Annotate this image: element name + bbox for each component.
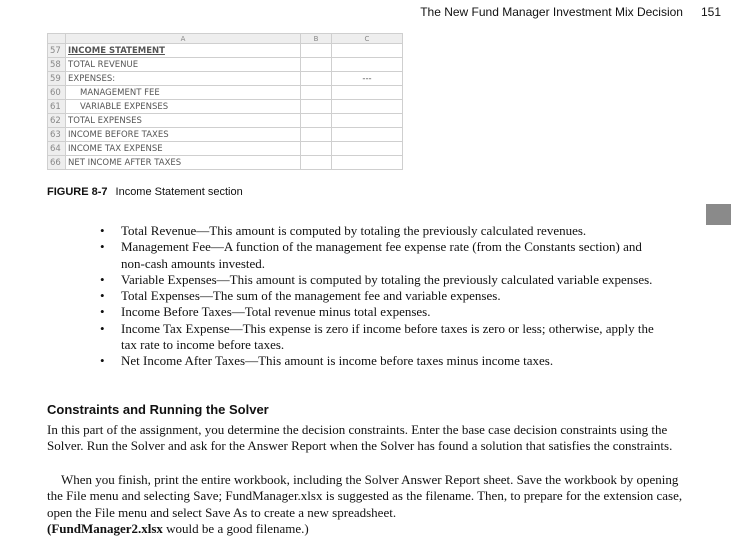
bullet-item: • Income Before Taxes—Total revenue minus total expenses. bbox=[100, 304, 660, 320]
page-number: 151 bbox=[700, 5, 721, 19]
sheet-row bbox=[48, 114, 403, 128]
sheet-row bbox=[48, 142, 403, 156]
bullet-item: • Management Fee—A function of the management fee expense rate (from the Constants section) and non-cash amounts invested. bbox=[100, 239, 660, 272]
cell-a-text: INCOME TAX EXPENSE bbox=[68, 143, 163, 154]
row-number: 59 bbox=[48, 72, 66, 86]
cell-b bbox=[301, 44, 332, 58]
cell-a bbox=[66, 86, 301, 100]
cell-a bbox=[66, 114, 301, 128]
row-number: 58 bbox=[48, 58, 66, 72]
row-number: 66 bbox=[48, 156, 66, 170]
cell-a bbox=[66, 72, 301, 86]
cell-a bbox=[66, 44, 301, 58]
bullet-item: • Total Revenue—This amount is computed by totaling the previously calculated revenues. bbox=[100, 223, 660, 239]
cell-a bbox=[66, 100, 301, 114]
income-statement-spreadsheet bbox=[47, 33, 403, 170]
cell-a-text: INCOME STATEMENT bbox=[68, 45, 165, 56]
sheet-row bbox=[48, 156, 403, 170]
cell-a bbox=[66, 142, 301, 156]
cell-b bbox=[301, 86, 332, 100]
cell-c bbox=[332, 86, 403, 100]
cell-a bbox=[66, 156, 301, 170]
paragraph-2 bbox=[47, 472, 687, 537]
sheet-row bbox=[48, 100, 403, 114]
row-number: 57 bbox=[48, 44, 66, 58]
column-header: A bbox=[66, 34, 301, 44]
thumb-tab-marker bbox=[706, 204, 731, 225]
row-number: 62 bbox=[48, 114, 66, 128]
cell-a bbox=[66, 58, 301, 72]
cell-c bbox=[332, 142, 403, 156]
cell-a-text: EXPENSES: bbox=[68, 73, 116, 84]
sheet-row bbox=[48, 128, 403, 142]
sheet-row bbox=[48, 72, 403, 86]
running-header bbox=[420, 5, 721, 19]
cell-c bbox=[332, 156, 403, 170]
bullet-item: • Total Expenses—The sum of the management fee and variable expenses. bbox=[100, 288, 660, 304]
paragraph-2-text: When you finish, print the entire workbook, including the Solver Answer Report sheet. Save the workbook by opening the File menu and selecting Save; FundManager.xlsx is suggested as the filename. Then, to prepare for the extension case, open the File menu and select Save As to create a new spreadsheet. bbox=[47, 472, 683, 520]
section-heading: Constraints and Running the Solver bbox=[47, 402, 269, 417]
figure-label: FIGURE 8-7 bbox=[47, 186, 108, 198]
header-title: The New Fund Manager Investment Mix Decision bbox=[420, 5, 683, 19]
cell-b bbox=[301, 100, 332, 114]
sheet-row bbox=[48, 86, 403, 100]
cell-c bbox=[332, 44, 403, 58]
column-header: C bbox=[332, 34, 403, 44]
cell-a-text: INCOME BEFORE TAXES bbox=[68, 129, 169, 140]
cell-c: --- bbox=[332, 72, 403, 86]
cell-b bbox=[301, 128, 332, 142]
cell-a-text: TOTAL REVENUE bbox=[68, 59, 139, 70]
figure-caption bbox=[47, 186, 243, 198]
filename-bold: (FundManager2.xlsx bbox=[47, 520, 163, 536]
column-header: B bbox=[301, 34, 332, 44]
row-number: 64 bbox=[48, 142, 66, 156]
cell-b bbox=[301, 114, 332, 128]
bullet-item: • Income Tax Expense—This expense is zero if income before taxes is zero or less; otherwise, apply the tax rate to income before taxes. bbox=[100, 321, 660, 354]
cell-a bbox=[66, 128, 301, 142]
cell-c bbox=[332, 128, 403, 142]
bullet-item: • Net Income After Taxes—This amount is income before taxes minus income taxes. bbox=[100, 353, 660, 369]
cell-b bbox=[301, 58, 332, 72]
paragraph-1: In this part of the assignment, you determine the decision constraints. Enter the base case decision constraints using the Solver. Run the Solver and ask for the Answer Report when the Solver has found a solution that satisfies the constraints. bbox=[47, 422, 673, 454]
cell-a-text: TOTAL EXPENSES bbox=[68, 115, 142, 126]
cell-b bbox=[301, 142, 332, 156]
sheet-row bbox=[48, 44, 403, 58]
cell-c bbox=[332, 100, 403, 114]
row-number: 63 bbox=[48, 128, 66, 142]
row-number: 60 bbox=[48, 86, 66, 100]
cell-a-text: VARIABLE EXPENSES bbox=[80, 101, 169, 112]
cell-b bbox=[301, 156, 332, 170]
bullet-item: • Variable Expenses—This amount is computed by totaling the previously calculated variable expenses. bbox=[100, 272, 660, 288]
figure-text: Income Statement section bbox=[115, 186, 243, 198]
cell-b bbox=[301, 72, 332, 86]
bullet-list bbox=[100, 223, 660, 370]
sheet-row bbox=[48, 58, 403, 72]
cell-c bbox=[332, 58, 403, 72]
cell-a-text: MANAGEMENT FEE bbox=[80, 87, 160, 98]
cell-a-text: NET INCOME AFTER TAXES bbox=[68, 157, 182, 168]
paragraph-2-end: would be a good filename.) bbox=[162, 520, 309, 536]
row-number: 61 bbox=[48, 100, 66, 114]
cell-c bbox=[332, 114, 403, 128]
